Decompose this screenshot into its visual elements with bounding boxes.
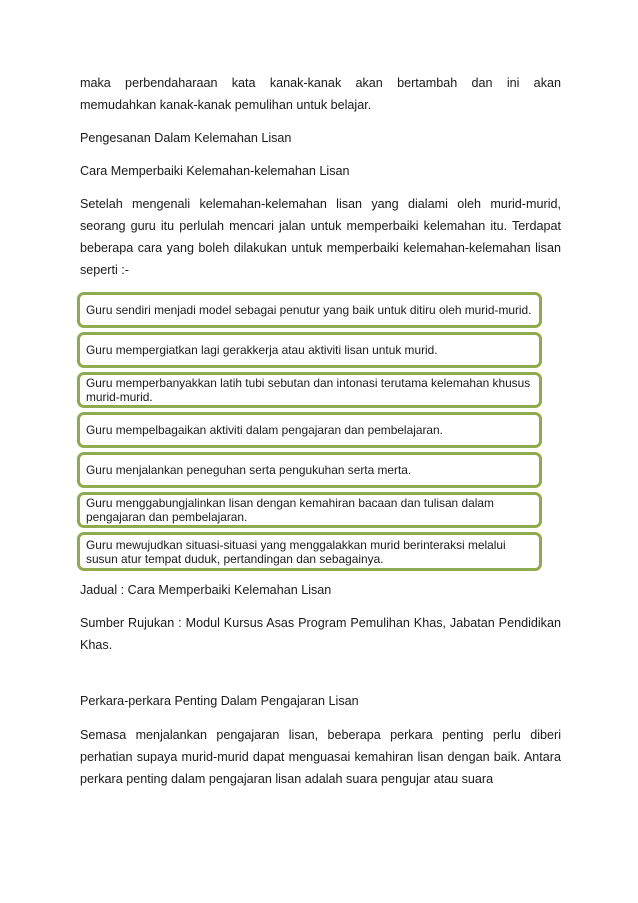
method-text-5: Guru menjalankan peneguhan serta pengukuhan serta merta. — [86, 463, 412, 477]
method-text-1: Guru sendiri menjadi model sebagai penutur yang baik untuk ditiru oleh murid-murid. — [86, 303, 532, 317]
method-text-2: Guru mempergiatkan lagi gerakkerja atau aktiviti lisan untuk murid. — [86, 343, 438, 357]
heading-cara-memperbaiki: Cara Memperbaiki Kelemahan-kelemahan Lisan — [80, 164, 350, 178]
paragraph-semasa: Semasa menjalankan pengajaran lisan, beberapa perkara penting perlu diberi perhatian supaya murid-murid dapat menguasai kemahiran lisan dengan baik. Antara perkara penting dalam pengajaran lisan adalah suara pengujar atau suara — [80, 728, 561, 786]
heading-pengesanan: Pengesanan Dalam Kelemahan Lisan — [80, 131, 292, 145]
method-list — [77, 292, 542, 571]
method-text-6: Guru menggabungjalinkan lisan dengan kemahiran bacaan dan tulisan dalam pengajaran dan pembelajaran. — [86, 496, 494, 524]
method-box-4 — [77, 412, 542, 448]
document-page — [80, 72, 561, 790]
method-box-5 — [77, 452, 542, 488]
method-box-7 — [77, 532, 542, 571]
method-box-2 — [77, 332, 542, 368]
method-box-6 — [77, 492, 542, 528]
method-box-3 — [77, 372, 542, 408]
table-caption: Jadual : Cara Memperbaiki Kelemahan Lisan — [80, 583, 332, 597]
method-text-3: Guru memperbanyakkan latih tubi sebutan dan intonasi terutama kelemahan khusus murid-murid. — [86, 376, 531, 404]
paragraph-setelah: Setelah mengenali kelemahan-kelemahan lisan yang dialami oleh murid-murid, seorang guru itu perlulah mencari jalan untuk memperbaiki kelemahan itu. Terdapat beberapa cara yang boleh dilakukan untuk memperbaiki kelemahan-kelemahan lisan seperti :- — [80, 197, 561, 277]
paragraph-intro-line1: maka perbendaharaan kata kanak-kanak akan bertambah dan ini akan — [80, 76, 561, 90]
source-reference: Sumber Rujukan : Modul Kursus Asas Program Pemulihan Khas, Jabatan Pendidikan Khas. — [80, 616, 561, 652]
paragraph-intro-line2: memudahkan kanak-kanak pemulihan untuk belajar. — [80, 98, 372, 112]
heading-perkara-penting: Perkara-perkara Penting Dalam Pengajaran Lisan — [80, 694, 359, 708]
method-text-7: Guru mewujudkan situasi-situasi yang menggalakkan murid berinteraksi melalui susun atur tempat duduk, pertandingan dan sebagainya. — [86, 537, 506, 566]
method-box-1 — [77, 292, 542, 328]
method-text-4: Guru mempelbagaikan aktiviti dalam pengajaran dan pembelajaran. — [86, 423, 443, 437]
